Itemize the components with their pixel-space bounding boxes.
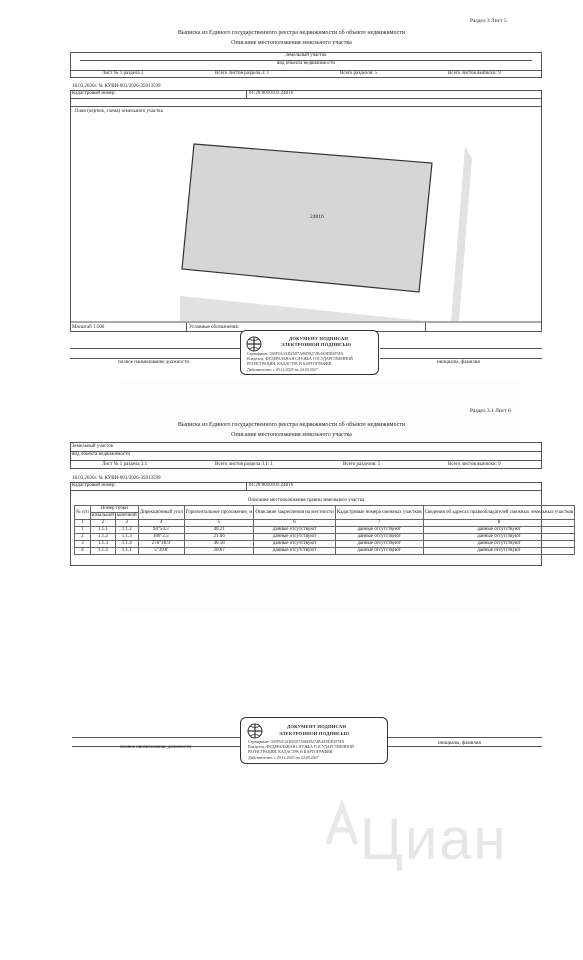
boundary-table — [74, 505, 575, 555]
page2-sections-total: Всего разделов: 5 — [343, 462, 381, 467]
page2-title: Выписка из Единого государственного реестра недвижимости об объекте недвижимости — [177, 422, 406, 428]
col-header-point: Номер точки — [90, 506, 138, 513]
table-row: 2 1.1.2 1.1.3 186°2.5' 21.66 данные отсутствуют данные отсутствуют данные отсутствуют — [75, 534, 575, 541]
page1-initials-caption: инициалы, фамилия — [437, 360, 480, 365]
page1-object-type: Земельный участок — [285, 53, 327, 58]
column-numbers-row: 1 2 3 4 5 6 7 8 — [75, 520, 575, 527]
col-header-angle: Дирекционный угол — [138, 506, 184, 520]
neighbor-parcel-shade-right — [451, 146, 472, 321]
page1-object-type-caption: вид объекта недвижимости — [276, 61, 336, 66]
col-subheader-start: начальной — [91, 513, 114, 518]
parcel-polygon — [182, 144, 432, 292]
boundary-table-title: Описание местоположения границ земельного участка — [247, 498, 365, 503]
page2-sheets-in-section: Всего листов раздела 3.1: 1 — [215, 462, 273, 467]
page2-date-number: 18.03.2026г. № КУВИ-001/2026-35913599 — [72, 476, 161, 481]
page2-corner: Раздел 3.1 Лист 6 — [470, 408, 511, 414]
cian-watermark: Циан — [360, 807, 508, 872]
page1-corner: Раздел 3 Лист 5 — [470, 18, 507, 24]
table-row: 3 1.1.3 1.1.4 276°18.9' 40.18 данные отсутствуют данные отсутствуют данные отсутствуют — [75, 541, 575, 548]
col-subheader-end: конечной — [116, 513, 137, 518]
e-signature-stamp-1: ДОКУМЕНТ ПОДПИСАН ЭЛЕКТРОННОЙ ПОДПИСЬЮ Сертификат: 039F5A3AD25D7A96D9272B4A9DD2F5FA Владелец: ФЕДЕРАЛЬНАЯ СЛУЖБА ГОСУДАРСТВЕННОЙ РЕГИСТРАЦИИ, КАДАСТРА И КАРТОГРАФИИ Действителен: с 29.12.2025 по 24.03.2027 — [240, 330, 379, 375]
page1-subtitle: Описание местоположения земельного участка — [231, 40, 352, 46]
emblem-icon — [246, 336, 262, 352]
page2-object-type: Земельный участок — [72, 444, 114, 449]
col-header-fixing: Описание закрепления на местности — [254, 506, 335, 520]
parcel-plan-drawing — [70, 106, 542, 324]
page2-sheet-no: Лист № 1 раздела 3.1 — [102, 462, 148, 467]
emblem-icon — [247, 723, 263, 739]
page2-cadastral-value: 61:20:0010101:24816 — [249, 483, 294, 488]
page1-cadastral-value: 61:20:0010101:24816 — [249, 91, 294, 96]
page1-cadastral-label: Кадастровый номер: — [72, 91, 116, 96]
page1-legend-label: Условные обозначения: — [189, 325, 240, 330]
page2-object-type-caption: вид объекта недвижимости — [72, 452, 131, 457]
neighbor-parcel-shade — [180, 296, 425, 321]
page2-subtitle: Описание местоположения земельного участка — [231, 432, 352, 438]
page2-initials-caption: инициалы, фамилия — [438, 741, 481, 746]
e-signature-stamp-2: ДОКУМЕНТ ПОДПИСАН ЭЛЕКТРОННОЙ ПОДПИСЬЮ Сертификат: 039F5A3AD25D7A96D9272B4A9DD2F5FA Владелец: ФЕДЕРАЛЬНАЯ СЛУЖБА ГОСУДАРСТВЕННОЙ РЕГИСТРАЦИИ, КАДАСТРА И КАРТОГРАФИИ Действителен: с 29.12.2025 по 24.03.2027 — [240, 717, 388, 764]
table-row: 4 1.1.4 1.1.1 5°39.8' 20.67 данные отсутствуют данные отсутствуют данные отсутствуют — [75, 548, 575, 555]
page1-sheets-total: Всего листов выписки: 9 — [448, 71, 501, 76]
col-header-n: № п/п — [75, 506, 91, 520]
page1-title: Выписка из Единого государственного реестра недвижимости об объекте недвижимости — [177, 30, 406, 36]
page2-cadastral-label: Кадастровый номер: — [72, 483, 116, 488]
page1-sections-total: Всего разделов: 5 — [340, 71, 378, 76]
page2-sheets-total: Всего листов выписки: 9 — [448, 462, 501, 467]
page1-scale-label: Масштаб 1:500 — [72, 325, 105, 330]
table-row: 1 1.1.1 1.1.2 94°54.5' 40.21 данные отсутствуют данные отсутствуют данные отсутствуют — [75, 527, 575, 534]
page1-date-number: 18.03.2026г. № КУВИ-001/2026-35913599 — [72, 84, 161, 89]
page1-sheets-in-section: Всего листов раздела 3: 1 — [215, 71, 270, 76]
parcel-number-label: 24816 — [310, 214, 324, 220]
page2-position-caption: полное наименование должности — [120, 745, 192, 750]
page1-position-caption: полное наименование должности — [118, 360, 190, 365]
page1-plan-label: План (чертеж, схема) земельного участка — [75, 109, 163, 114]
page1-sheet-no: Лист № 1 раздела 3 — [102, 71, 144, 76]
cian-logo-icon — [322, 800, 362, 850]
col-header-cadastral: Кадастровые номера смежных участков — [335, 506, 423, 520]
col-header-length: Горизонтальное проложение, м — [184, 506, 254, 520]
col-header-owners: Сведения об адресах правообладателей смежных земельных участков — [423, 506, 575, 520]
